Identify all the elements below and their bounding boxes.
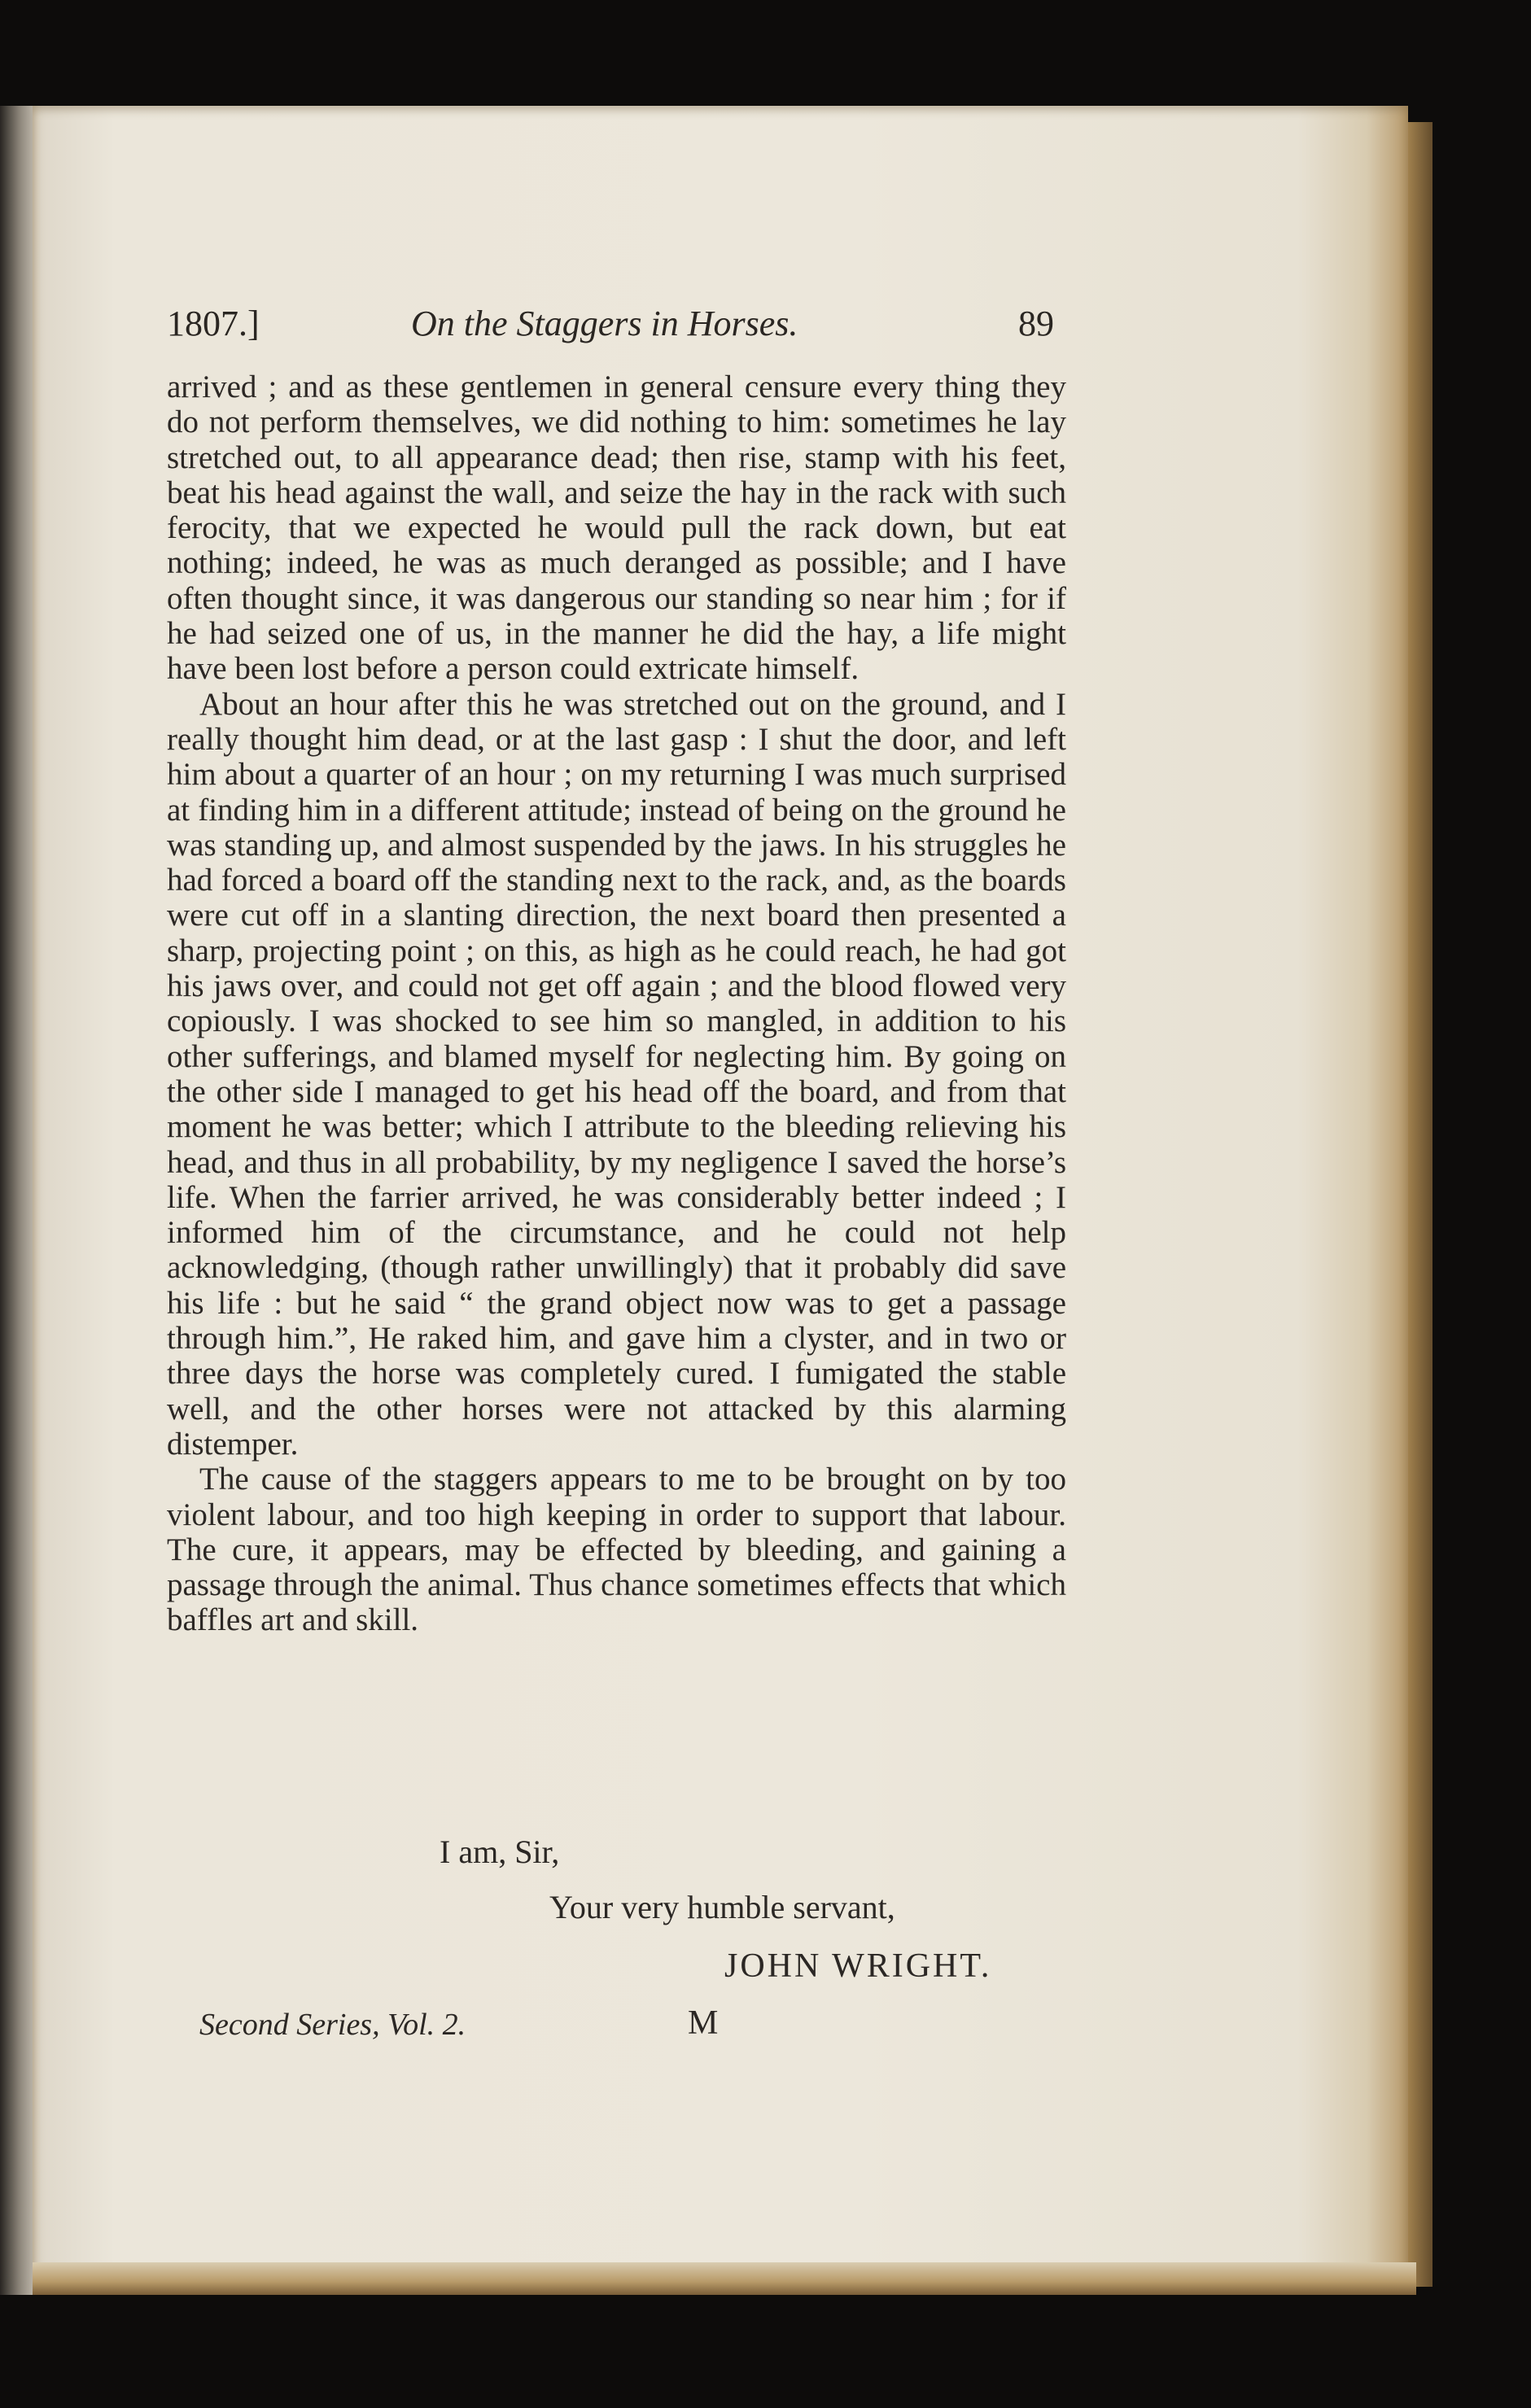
- footer-series: Second Series, Vol. 2.: [199, 2008, 466, 2042]
- header-year: 1807.]: [167, 304, 260, 343]
- page-stack-bottom-edge: [33, 2262, 1416, 2295]
- footer-signature-mark: M: [688, 2004, 719, 2042]
- running-header: [167, 303, 1054, 360]
- paragraph-2: About an hour after this he was stretched out on the ground, and I really thought him dead, or at the last gasp : I shut the door, and left him about a quarter of an hour ; on my returning I was much surprised at finding him in a different attitude; instead of being on the ground he was standing up, and almost suspended by the jaws. In his struggles he had forced a board off the standing next to the rack, and, as the boards were cut off in a slanting direction, the next board then presented a sharp, projecting point ; on this, as high as he could reach, he had got his jaws over, and could not get off again ; and the blood flowed very copiously. I was shocked to see him so mangled, in addition to his other sufferings, and blamed myself for neglecting him. By going on the other side I managed to get his head off the board, and from that moment he was better; which I attribute to the bleeding relieving his head, and thus in all probability, by my negligence I saved the horse’s life. When the farrier arrived, he was considerably better indeed ; I informed him of the circumstance, and he could not help acknowledging, (though rather unwillingly) that it probably did save his life : but he said “ the grand object now was to get a passage through him.”, He raked him, and gave him a clyster, and in two or three days the horse was completely cured. I fumigated the stable well, and the other horses were not attacked by this alarming distemper.: [167, 686, 1066, 1462]
- closing-salutation: I am, Sir,: [440, 1833, 560, 1870]
- header-running-title: On the Staggers in Horses.: [411, 304, 798, 343]
- paragraph-3: The cause of the staggers appears to me to be brought on by too violent labour, and too high keeping in order to support that labour. The cure, it appears, may be effected by bleeding, and gaining a passage through the animal. Thus chance sometimes effects that which baffles art and skill.: [167, 1462, 1066, 1638]
- closing-servant: Your very humble servant,: [549, 1889, 895, 1925]
- paragraph-1: arrived ; and as these gentlemen in general censure every thing they do not perform themselves, we did nothing to him: sometimes he lay stretched out, to all appearance dead; then rise, stamp with his feet, beat his head against the wall, and seize the hay in the rack with such ferocity, that we expected he would pull the rack down, but eat nothing; indeed, he was as much deranged as possible; and I have often thought since, it was dangerous our standing so near him ; for if he had seized one of us, in the manner he did the hay, a life might have been lost before a person could extricate himself.: [167, 369, 1066, 687]
- body-text: [167, 369, 1066, 1638]
- author-signature: JOHN WRIGHT.: [724, 1947, 992, 1985]
- header-page-number: 89: [1018, 304, 1054, 343]
